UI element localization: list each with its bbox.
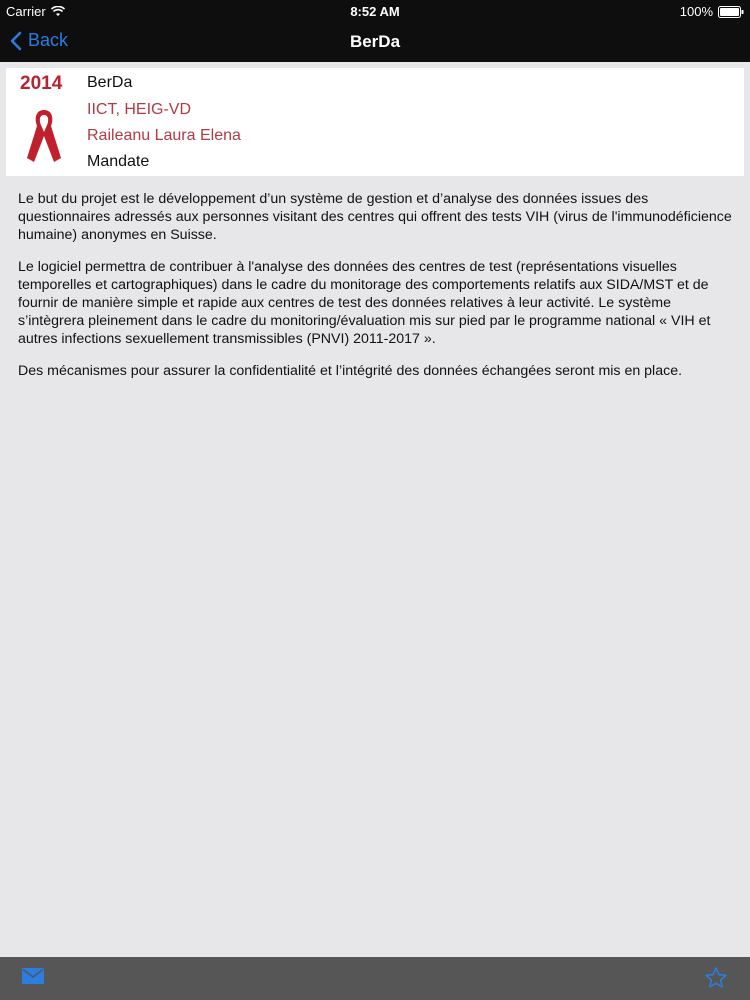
red-ribbon-icon — [24, 106, 64, 166]
description-paragraph: Le logiciel permettra de contribuer à l'analyse des données des centres de test (représentations visuelles temporelles et cartographiques) dans le cadre du monitorage des comportements relatifs aux SIDA/MST et de fournir de manière simple et rapide aux centres de test des données relatives à leur activité. Le système s’intègrera pleinement dans le cadre du monitoring/évaluation mis sur pied par le programme national « VIH et autres infections sexuellement transmissibles (PNVI) 2011-2017 ». — [18, 259, 711, 347]
mail-icon[interactable] — [22, 968, 44, 984]
page-title: BerDa — [349, 32, 401, 51]
project-description — [18, 190, 736, 394]
description-paragraph: Des mécanismes pour assurer la confidentialité et l’intégrité des données échangées seront mis en place. — [18, 363, 683, 379]
battery-info — [680, 4, 744, 19]
description-paragraph: Le but du projet est le développement d’un système de gestion et d’analyse des données issues des questionnaires adressés aux personnes visitant des centres qui offrent des tests VIH (virus de l'immunodéficience humaine) anonymes en Suisse. — [18, 191, 732, 243]
project-title: BerDa — [87, 74, 133, 91]
navigation-bar — [0, 22, 750, 62]
back-label: Back — [28, 30, 69, 50]
status-time: 8:52 AM — [350, 4, 400, 19]
project-year: 2014 — [20, 73, 63, 94]
project-header-card — [6, 68, 744, 176]
bottom-toolbar — [0, 957, 750, 1000]
battery-percent: 100% — [679, 4, 713, 19]
project-person-link[interactable]: Raileanu Laura Elena — [87, 127, 241, 144]
project-organization-link[interactable]: IICT, HEIG-VD — [87, 101, 192, 118]
star-icon[interactable] — [704, 966, 728, 990]
project-type: Mandate — [87, 153, 150, 170]
status-bar — [0, 0, 750, 22]
battery-icon — [718, 6, 744, 18]
carrier-label: Carrier — [6, 4, 46, 19]
